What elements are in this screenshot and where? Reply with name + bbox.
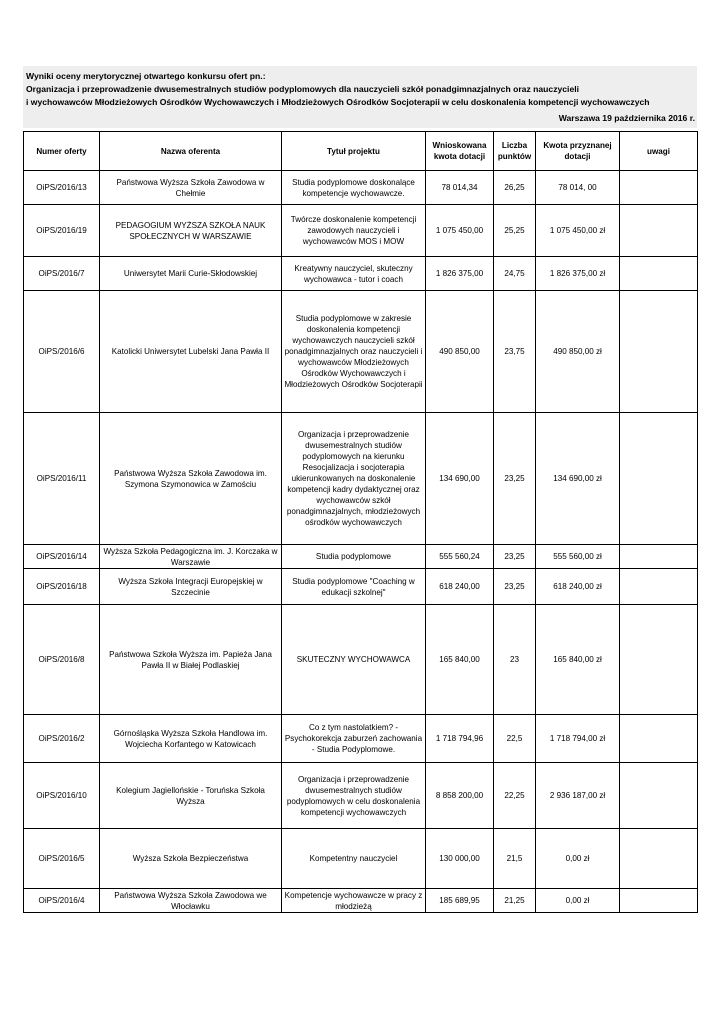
requested-amount-cell: 555 560,24 xyxy=(426,545,494,569)
granted-amount-cell: 134 690,00 zł xyxy=(536,413,620,545)
requested-amount-cell: 1 075 450,00 xyxy=(426,205,494,257)
table-row xyxy=(24,605,698,715)
offer-number-cell: OiPS/2016/13 xyxy=(24,171,100,205)
points-cell: 21,25 xyxy=(494,889,536,913)
table-header-row xyxy=(24,132,698,171)
offer-number-cell: OiPS/2016/14 xyxy=(24,545,100,569)
points-cell: 22,5 xyxy=(494,715,536,763)
notes-cell xyxy=(620,569,698,605)
points-cell: 24,75 xyxy=(494,257,536,291)
points-cell: 25,25 xyxy=(494,205,536,257)
granted-amount-cell: 490 850,00 zł xyxy=(536,291,620,413)
header-requested-amount: Wnioskowana kwota dotacji xyxy=(426,132,494,171)
notes-cell xyxy=(620,413,698,545)
header-line-1: Wyniki oceny merytorycznej otwartego konkursu ofert pn.: xyxy=(26,71,266,81)
header-notes: uwagi xyxy=(620,132,698,171)
header-granted-amount: Kwota przyznanej dotacji xyxy=(536,132,620,171)
points-cell: 23,75 xyxy=(494,291,536,413)
requested-amount-cell: 490 850,00 xyxy=(426,291,494,413)
notes-cell xyxy=(620,829,698,889)
table-row xyxy=(24,205,698,257)
requested-amount-cell: 8 858 200,00 xyxy=(426,763,494,829)
requested-amount-cell: 165 840,00 xyxy=(426,605,494,715)
table-row xyxy=(24,545,698,569)
table-row xyxy=(24,257,698,291)
notes-cell xyxy=(620,715,698,763)
project-title-cell: Co z tym nastolatkiem? - Psychokorekcja zaburzeń zachowania - Studia Podyplomowe. xyxy=(282,715,426,763)
header-project-title: Tytuł projektu xyxy=(282,132,426,171)
offer-number-cell: OiPS/2016/11 xyxy=(24,413,100,545)
applicant-name-cell: PEDAGOGIUM WYŻSZA SZKOŁA NAUK SPOŁECZNYCH W WARSZAWIE xyxy=(100,205,282,257)
header-points: Liczba punktów xyxy=(494,132,536,171)
offers-table xyxy=(23,131,698,913)
points-cell: 26,25 xyxy=(494,171,536,205)
requested-amount-cell: 1 718 794,96 xyxy=(426,715,494,763)
table-row xyxy=(24,715,698,763)
points-cell: 23,25 xyxy=(494,413,536,545)
project-title-cell: Organizacja i przeprowadzenie dwusemestralnych studiów podyplomowych w celu doskonalenia kompetencji wychowawczych xyxy=(282,763,426,829)
notes-cell xyxy=(620,545,698,569)
granted-amount-cell: 78 014, 00 xyxy=(536,171,620,205)
applicant-name-cell: Kolegium Jagiellońskie - Toruńska Szkoła Wyższa xyxy=(100,763,282,829)
requested-amount-cell: 1 826 375,00 xyxy=(426,257,494,291)
notes-cell xyxy=(620,291,698,413)
project-title-cell: Kompetencje wychowawcze w pracy z młodzieżą xyxy=(282,889,426,913)
applicant-name-cell: Wyższa Szkoła Bezpieczeństwa xyxy=(100,829,282,889)
project-title-cell: Studia podyplomowe doskonalące kompetencje wychowawcze. xyxy=(282,171,426,205)
granted-amount-cell: 618 240,00 zł xyxy=(536,569,620,605)
offer-number-cell: OiPS/2016/7 xyxy=(24,257,100,291)
granted-amount-cell: 1 075 450,00 zł xyxy=(536,205,620,257)
offer-number-cell: OiPS/2016/8 xyxy=(24,605,100,715)
offer-number-cell: OiPS/2016/6 xyxy=(24,291,100,413)
granted-amount-cell: 165 840,00 zł xyxy=(536,605,620,715)
requested-amount-cell: 78 014,34 xyxy=(426,171,494,205)
project-title-cell: SKUTECZNY WYCHOWAWCA xyxy=(282,605,426,715)
table-row xyxy=(24,763,698,829)
table-row xyxy=(24,569,698,605)
applicant-name-cell: Państwowa Wyższa Szkoła Zawodowa we Włocławku xyxy=(100,889,282,913)
offer-number-cell: OiPS/2016/18 xyxy=(24,569,100,605)
notes-cell xyxy=(620,171,698,205)
offer-number-cell: OiPS/2016/2 xyxy=(24,715,100,763)
points-cell: 23 xyxy=(494,605,536,715)
requested-amount-cell: 134 690,00 xyxy=(426,413,494,545)
document-date: Warszawa 19 października 2016 r. xyxy=(558,113,695,123)
offer-number-cell: OiPS/2016/5 xyxy=(24,829,100,889)
applicant-name-cell: Uniwersytet Marii Curie-Skłodowskiej xyxy=(100,257,282,291)
project-title-cell: Kreatywny nauczyciel, skuteczny wychowawca - tutor i coach xyxy=(282,257,426,291)
applicant-name-cell: Państwowa Wyższa Szkoła Zawodowa w Chełmie xyxy=(100,171,282,205)
requested-amount-cell: 185 689,95 xyxy=(426,889,494,913)
offer-number-cell: OiPS/2016/10 xyxy=(24,763,100,829)
points-cell: 22,25 xyxy=(494,763,536,829)
project-title-cell: Twórcze doskonalenie kompetencji zawodowych nauczycieli i wychowawców MOS i MOW xyxy=(282,205,426,257)
offer-number-cell: OiPS/2016/19 xyxy=(24,205,100,257)
notes-cell xyxy=(620,889,698,913)
applicant-name-cell: Wyższa Szkoła Pedagogiczna im. J. Korczaka w Warszawie xyxy=(100,545,282,569)
notes-cell xyxy=(620,257,698,291)
table-row xyxy=(24,889,698,913)
project-title-cell: Studia podyplomowe w zakresie doskonalenia kompetencji wychowawczych nauczycieli szkół ponadgimnazjalnych oraz nauczycieli i wychowawców Młodzieżowych Ośrodków Wychowawczych i Młodzieżowych Ośrodków Socjoterapii xyxy=(282,291,426,413)
project-title-cell: Studia podyplomowe xyxy=(282,545,426,569)
granted-amount-cell: 1 826 375,00 zł xyxy=(536,257,620,291)
requested-amount-cell: 618 240,00 xyxy=(426,569,494,605)
notes-cell xyxy=(620,605,698,715)
granted-amount-cell: 0,00 zł xyxy=(536,829,620,889)
table-row xyxy=(24,171,698,205)
applicant-name-cell: Wyższa Szkoła Integracji Europejskiej w Szczecinie xyxy=(100,569,282,605)
header-applicant-name: Nazwa oferenta xyxy=(100,132,282,171)
table-row xyxy=(24,829,698,889)
applicant-name-cell: Państwowa Szkoła Wyższa im. Papieża Jana Pawła II w Białej Podlaskiej xyxy=(100,605,282,715)
notes-cell xyxy=(620,205,698,257)
header-line-2: Organizacja i przeprowadzenie dwusemestralnych studiów podyplomowych dla nauczycieli szkół ponadgimnazjalnych oraz nauczycieli xyxy=(26,84,580,94)
table-row xyxy=(24,291,698,413)
granted-amount-cell: 0,00 zł xyxy=(536,889,620,913)
requested-amount-cell: 130 000,00 xyxy=(426,829,494,889)
granted-amount-cell: 1 718 794,00 zł xyxy=(536,715,620,763)
points-cell: 23,25 xyxy=(494,545,536,569)
project-title-cell: Organizacja i przeprowadzenie dwusemestralnych studiów podyplomowych na kierunku Resocjalizacja i socjoterapia ukierunkowanych na doskonalenie kompetencji kadry dydaktycznej oraz wychowawców szkół ponadgimnazjalnych, młodzieżowych ośrodków wychowawczych xyxy=(282,413,426,545)
granted-amount-cell: 2 936 187,00 zł xyxy=(536,763,620,829)
project-title-cell: Studia podyplomowe "Coaching w edukacji szkolnej" xyxy=(282,569,426,605)
applicant-name-cell: Katolicki Uniwersytet Lubelski Jana Pawła II xyxy=(100,291,282,413)
applicant-name-cell: Państwowa Wyższa Szkoła Zawodowa im. Szymona Szymonowica w Zamościu xyxy=(100,413,282,545)
applicant-name-cell: Górnośląska Wyższa Szkoła Handlowa im. Wojciecha Korfantego w Katowicach xyxy=(100,715,282,763)
points-cell: 23,25 xyxy=(494,569,536,605)
header-line-3: i wychowawców Młodzieżowych Ośrodków Wychowawczych i Młodzieżowych Ośrodków Socjoterapii w celu doskonalenia kompetencji wychowawczych xyxy=(26,97,650,107)
offer-number-cell: OiPS/2016/4 xyxy=(24,889,100,913)
project-title-cell: Kompetentny nauczyciel xyxy=(282,829,426,889)
header-offer-number: Numer oferty xyxy=(24,132,100,171)
points-cell: 21,5 xyxy=(494,829,536,889)
granted-amount-cell: 555 560,00 zł xyxy=(536,545,620,569)
table-row xyxy=(24,413,698,545)
notes-cell xyxy=(620,763,698,829)
